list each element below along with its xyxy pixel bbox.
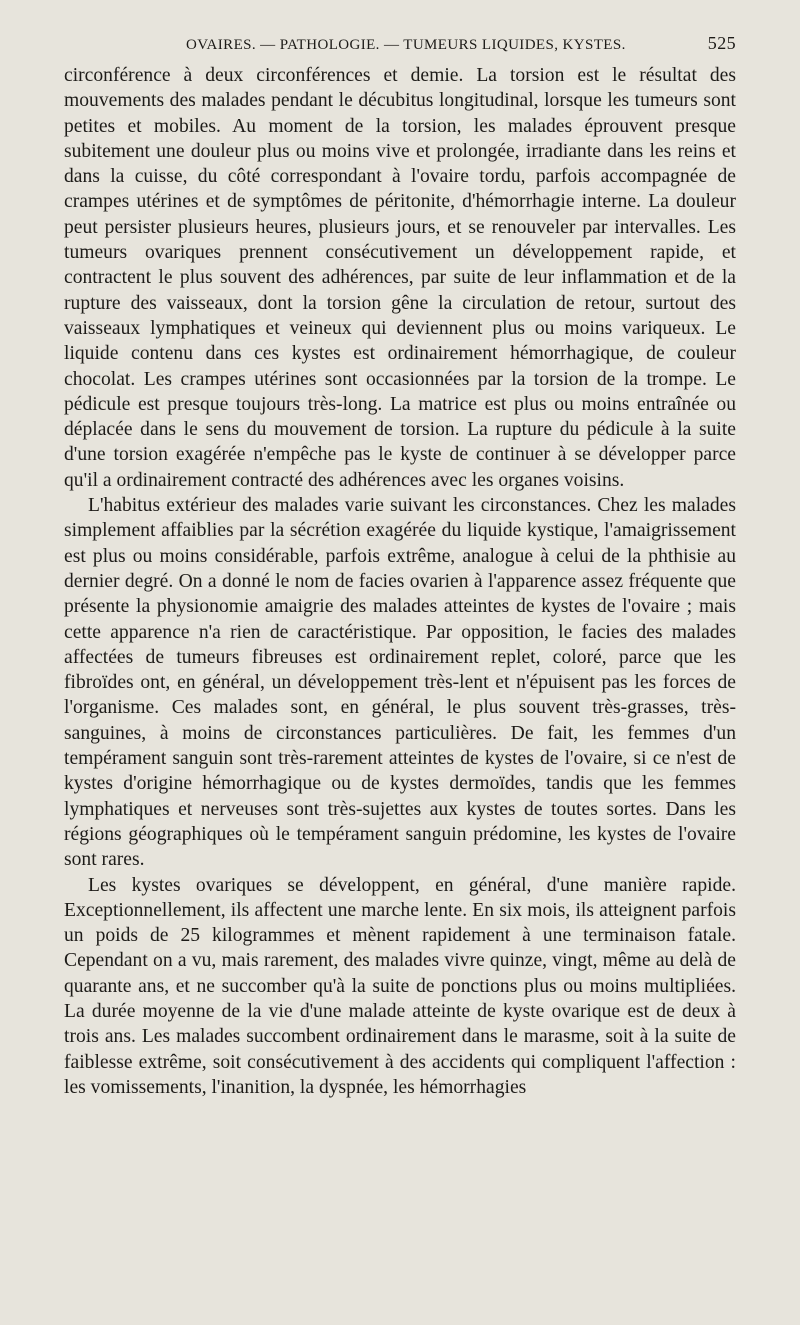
paragraph-evolution: Les kystes ovariques se développent, en général, d'une manière rapide. Exceptionnellement, ils affectent une marche lente. En six mois, ils atteignent parfois un poids de 25 kilogrammes et mènent rapidement à une terminaison fatale. Cependant on a vu, mais rarement, des malades vivre quinze, vingt, même au delà de quarante ans, et ne succomber qu'à la suite de ponctions plus ou moins multipliées. La durée moyenne de la vie d'une malade atteinte de kyste ovarique est de deux à trois ans. Les malades succombent ordinairement dans le marasme, soit à la suite de faiblesse extrême, soit consécutivement à des accidents qui compliquent l'affection : les vomissements, l'inanition, la dyspnée, les hémorrhagies (64, 874, 736, 1098)
paragraph-habitus: L'habitus extérieur des malades varie suivant les circonstances. Chez les malades simplement affaiblies par la sécrétion exagérée du liquide kystique, l'amaigrissement est plus ou moins considérable, parfois extrême, analogue à celui de la phthisie au dernier degré. On a donné le nom de facies ovarien à l'apparence assez fréquente que présente la physionomie amaigrie des malades atteintes de kystes de l'ovaire ; mais cette apparence n'a rien de caractéristique. Par opposition, le facies des malades affectées de tumeurs fibreuses est ordinairement replet, coloré, parce que les fibroïdes ont, en général, un développement très-lent et n'épuisent pas les forces de l'organisme. Ces malades sont, en général, le plus souvent très-grasses, très-sanguines, à moins de circonstances particulières. De fait, les femmes d'un tempérament sanguin sont très-rarement atteintes de kystes de l'ovaire, si ce n'est de kystes d'origine hémorrhagique ou de kystes dermoïdes, tandis que les femmes lymphatiques et nerveuses sont très-sujettes aux kystes de toutes sortes. Dans les régions géographiques où le tempérament sanguin prédomine, les kystes de l'ovaire sont rares. (64, 495, 736, 871)
running-title: OVAIRES. — PATHOLOGIE. — TUMEURS LIQUIDES, KYSTES. (186, 37, 626, 53)
page-number: 525 (707, 33, 736, 53)
paragraph-torsion: circonférence à deux circonférences et demie. La torsion est le résultat des mouvements des malades pendant le décubitus longitudinal, lorsque les tumeurs sont petites et mobiles. Au moment de la torsion, les malades éprouvent presque subitement une douleur plus ou moins vive et prolongée, irradiante dans les reins et dans la cuisse, du côté correspondant à l'ovaire tordu, parfois accompagnée de crampes utérines et de symptômes de péritonite, d'hémorrhagie interne. La douleur peut persister plusieurs heures, plusieurs jours, et se renouveler par intervalles. Les tumeurs ovariques prennent consécutivement un développement rapide, et contractent le plus souvent des adhérences, par suite de leur inflammation et de la rupture des vaisseaux, dont la torsion gêne la circulation de retour, surtout des vaisseaux lymphatiques et veineux qui deviennent plus ou moins variqueux. Le liquide contenu dans ces kystes est ordinairement hémorrhagique, de couleur chocolat. Les crampes utérines sont occasionnées par la torsion de la trompe. Le pédicule est presque toujours très-long. La matrice est plus ou moins entraînée ou déplacée dans le sens du mouvement de torsion. La rupture du pédicule à la suite d'une torsion exagérée n'empêche pas le kyste de continuer à se développer parce qu'il a ordinairement contracté des adhérences avec les organes voisins. (64, 65, 736, 491)
body-text (64, 63, 736, 1100)
running-header (64, 33, 736, 55)
